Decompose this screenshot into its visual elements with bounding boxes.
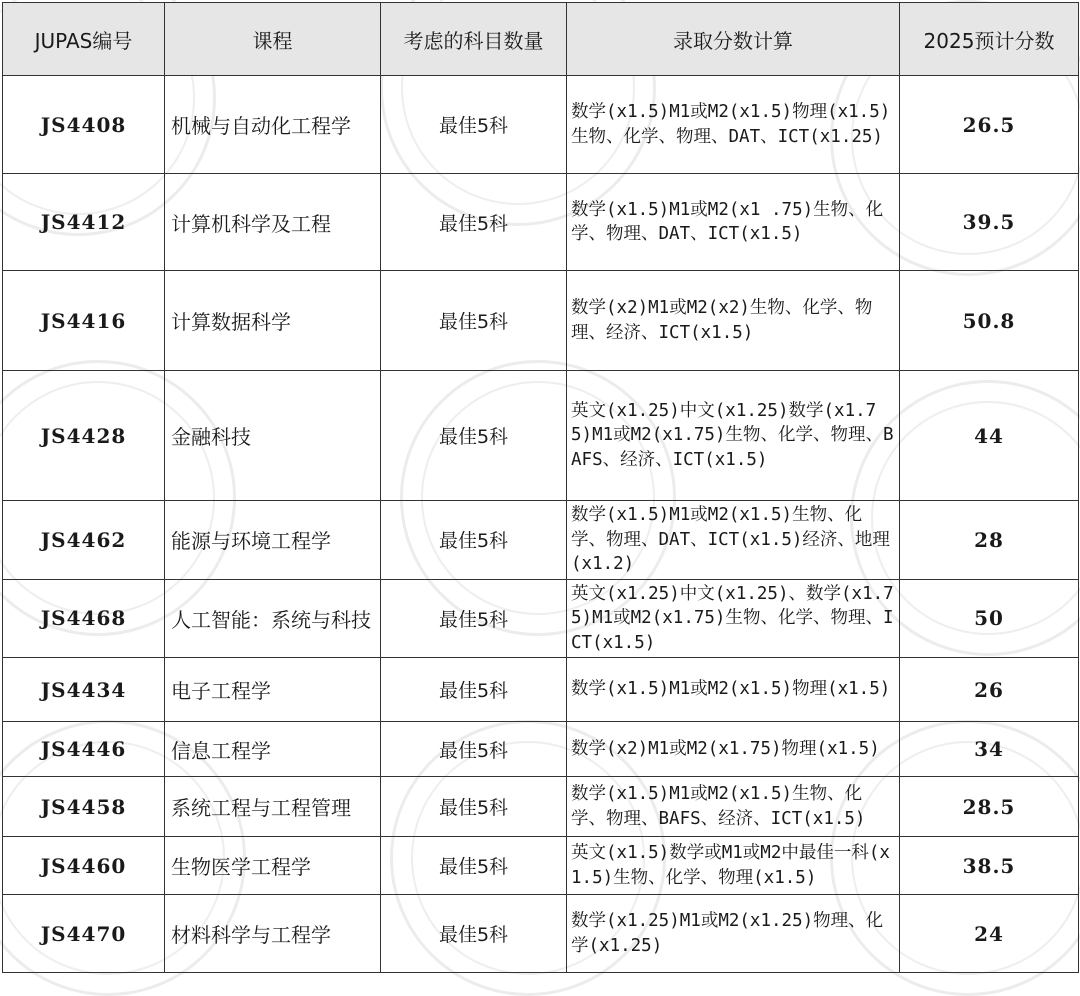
course-name-cell: 人工智能：系统与科技 bbox=[165, 579, 381, 658]
predicted-score-cell: 26 bbox=[900, 658, 1079, 722]
course-name-cell: 计算机科学及工程 bbox=[165, 174, 381, 271]
jupas-code-cell: JS4428 bbox=[3, 371, 165, 501]
jupas-code-cell: JS4462 bbox=[3, 501, 165, 580]
header-course: 课程 bbox=[165, 3, 381, 76]
score-formula-cell: 数学(x1.5)M1或M2(x1 .75)生物、化学、物理、DAT、ICT(x1.5) bbox=[567, 174, 900, 271]
jupas-code-cell: JS4460 bbox=[3, 837, 165, 895]
course-name-cell: 能源与环境工程学 bbox=[165, 501, 381, 580]
subject-count-cell: 最佳5科 bbox=[381, 501, 567, 580]
course-name-cell: 电子工程学 bbox=[165, 658, 381, 722]
score-formula-cell: 数学(x1.5)M1或M2(x1.5)物理(x1.5) bbox=[567, 658, 900, 722]
table-row bbox=[3, 271, 1079, 371]
subject-count-cell: 最佳5科 bbox=[381, 76, 567, 174]
table-row bbox=[3, 895, 1079, 973]
subject-count-cell: 最佳5科 bbox=[381, 271, 567, 371]
score-formula-cell: 数学(x2)M1或M2(x2)生物、化学、物理、经济、ICT(x1.5) bbox=[567, 271, 900, 371]
subject-count-cell: 最佳5科 bbox=[381, 722, 567, 777]
course-name-cell: 系统工程与工程管理 bbox=[165, 777, 381, 837]
predicted-score-cell: 26.5 bbox=[900, 76, 1079, 174]
subject-count-cell: 最佳5科 bbox=[381, 777, 567, 837]
predicted-score-cell: 38.5 bbox=[900, 837, 1079, 895]
jupas-code-cell: JS4470 bbox=[3, 895, 165, 973]
table-header-row bbox=[3, 3, 1079, 76]
course-name-cell: 生物医学工程学 bbox=[165, 837, 381, 895]
predicted-score-cell: 28.5 bbox=[900, 777, 1079, 837]
table-row bbox=[3, 777, 1079, 837]
jupas-code-cell: JS4412 bbox=[3, 174, 165, 271]
predicted-score-cell: 44 bbox=[900, 371, 1079, 501]
jupas-code-cell: JS4458 bbox=[3, 777, 165, 837]
jupas-code-cell: JS4468 bbox=[3, 579, 165, 658]
jupas-code-cell: JS4434 bbox=[3, 658, 165, 722]
course-name-cell: 信息工程学 bbox=[165, 722, 381, 777]
table-row bbox=[3, 722, 1079, 777]
jupas-code-cell: JS4446 bbox=[3, 722, 165, 777]
predicted-score-cell: 50.8 bbox=[900, 271, 1079, 371]
score-formula-cell: 英文(x1.5)数学或M1或M2中最佳一科(x1.5)生物、化学、物理(x1.5) bbox=[567, 837, 900, 895]
predicted-score-cell: 50 bbox=[900, 579, 1079, 658]
table-row bbox=[3, 658, 1079, 722]
header-subject-count: 考虑的科目数量 bbox=[381, 3, 567, 76]
admission-score-table bbox=[2, 2, 1079, 973]
table-row bbox=[3, 371, 1079, 501]
score-formula-cell: 数学(x1.5)M1或M2(x1.5)生物、化学、物理、DAT、ICT(x1.5)经济、地理(x1.2) bbox=[567, 501, 900, 580]
table-row bbox=[3, 76, 1079, 174]
subject-count-cell: 最佳5科 bbox=[381, 371, 567, 501]
header-score-formula: 录取分数计算 bbox=[567, 3, 900, 76]
jupas-code-cell: JS4416 bbox=[3, 271, 165, 371]
course-name-cell: 机械与自动化工程学 bbox=[165, 76, 381, 174]
table-row bbox=[3, 837, 1079, 895]
table-row bbox=[3, 174, 1079, 271]
subject-count-cell: 最佳5科 bbox=[381, 658, 567, 722]
jupas-code-cell: JS4408 bbox=[3, 76, 165, 174]
score-formula-cell: 英文(x1.25)中文(x1.25)数学(x1.75)M1或M2(x1.75)生物、化学、物理、BAFS、经济、ICT(x1.5) bbox=[567, 371, 900, 501]
predicted-score-cell: 34 bbox=[900, 722, 1079, 777]
subject-count-cell: 最佳5科 bbox=[381, 174, 567, 271]
score-formula-cell: 数学(x2)M1或M2(x1.75)物理(x1.5) bbox=[567, 722, 900, 777]
course-name-cell: 金融科技 bbox=[165, 371, 381, 501]
score-formula-cell: 数学(x1.5)M1或M2(x1.5)生物、化学、物理、BAFS、经济、ICT(x1.5) bbox=[567, 777, 900, 837]
predicted-score-cell: 24 bbox=[900, 895, 1079, 973]
subject-count-cell: 最佳5科 bbox=[381, 837, 567, 895]
score-formula-cell: 数学(x1.5)M1或M2(x1.5)物理(x1.5)生物、化学、物理、DAT、ICT(x1.25) bbox=[567, 76, 900, 174]
score-formula-cell: 数学(x1.25)M1或M2(x1.25)物理、化学(x1.25) bbox=[567, 895, 900, 973]
score-formula-cell: 英文(x1.25)中文(x1.25)、数学(x1.75)M1或M2(x1.75)生物、化学、物理、ICT(x1.5) bbox=[567, 579, 900, 658]
course-name-cell: 计算数据科学 bbox=[165, 271, 381, 371]
predicted-score-cell: 28 bbox=[900, 501, 1079, 580]
subject-count-cell: 最佳5科 bbox=[381, 579, 567, 658]
table-row bbox=[3, 579, 1079, 658]
header-jupas-code: JUPAS编号 bbox=[3, 3, 165, 76]
predicted-score-cell: 39.5 bbox=[900, 174, 1079, 271]
header-predicted-score: 2025预计分数 bbox=[900, 3, 1079, 76]
table-row bbox=[3, 501, 1079, 580]
subject-count-cell: 最佳5科 bbox=[381, 895, 567, 973]
course-name-cell: 材料科学与工程学 bbox=[165, 895, 381, 973]
